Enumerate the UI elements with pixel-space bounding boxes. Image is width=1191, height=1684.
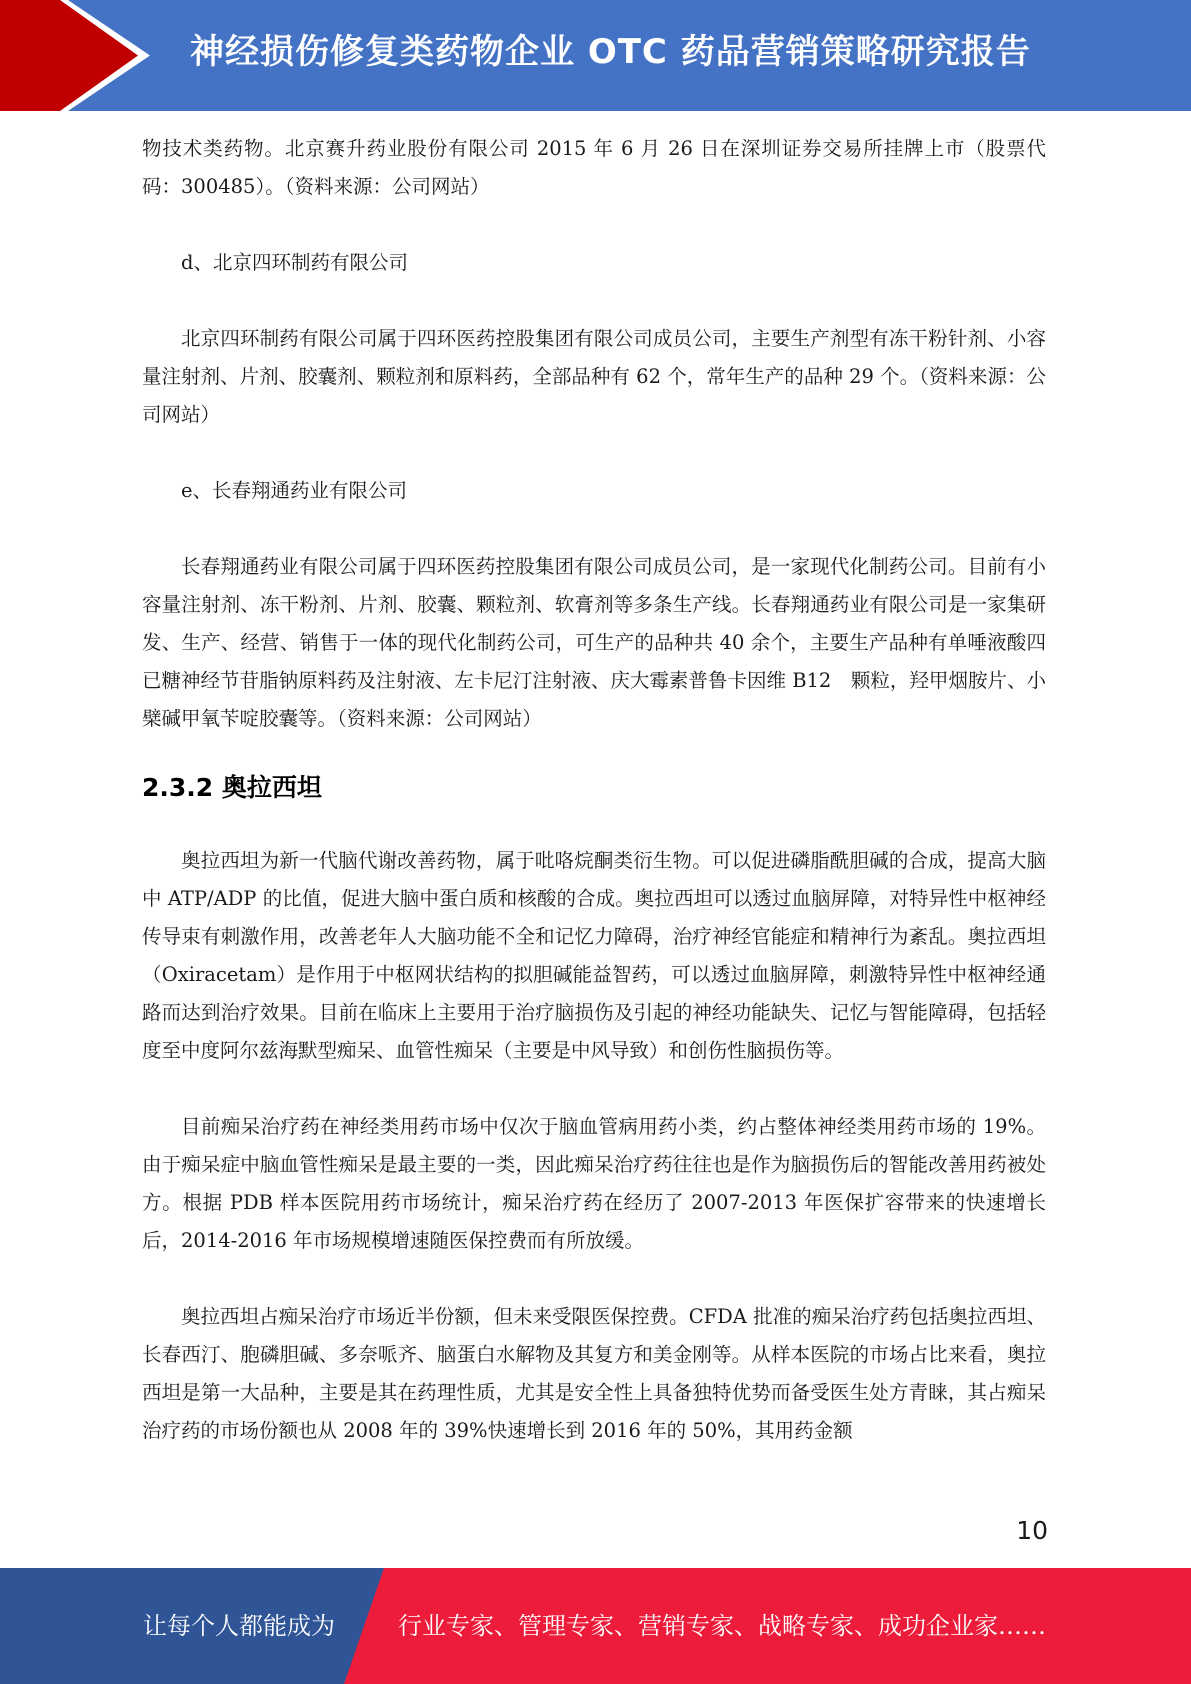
page-number: 10 (1016, 1516, 1048, 1545)
subheading-e: e、长春翔通药业有限公司 (181, 479, 408, 502)
red-chevron-icon (0, 0, 150, 111)
subheading-d: d、北京四环制药有限公司 (181, 251, 408, 274)
footer-slogan-left: 让每个人都能成为 (143, 1612, 335, 1640)
page-header (0, 0, 1191, 111)
paragraph: 奥拉西坦占痴呆治疗市场近半份额，但未来受限医保控费。CFDA 批准的痴呆治疗药包括奥拉西坦、长春西汀、胞磷胆碱、多奈哌齐、脑蛋白水解物及其复方和美金刚等。从样本医院的市场占比来看，奥拉西坦是第一大品种，主要是其在药理性质，尤其是安全性上具备独特优势而备受医生处方青睐，其占痴呆治疗药的市场份额也从 2008 年的 39%快速增长到 2016 年的 50%，其用药金额 (142, 1305, 1046, 1442)
document-body (142, 130, 1046, 1450)
footer-slogan-right: 行业专家、管理专家、营销专家、战略专家、成功企业家…… (398, 1612, 1046, 1640)
paragraph: 北京四环制药有限公司属于四环医药控股集团有限公司成员公司，主要生产剂型有冻干粉针剂、小容量注射剂、片剂、胶囊剂、颗粒剂和原料药，全部品种有 62 个，常年生产的品种 29 个。（资料来源：公司网站） (142, 327, 1046, 426)
paragraph: 长春翔通药业有限公司属于四环医药控股集团有限公司成员公司，是一家现代化制药公司。目前有小容量注射剂、冻干粉剂、片剂、胶囊、颗粒剂、软膏剂等多条生产线。长春翔通药业有限公司是一家集研发、生产、经营、销售于一体的现代化制药公司，可生产的品种共 40 余个，主要生产品种有单唾液酸四已糖神经节苷脂钠原料药及注射液、左卡尼汀注射液、庆大霉素普鲁卡因维 B12 颗粒，羟甲烟胺片、小檗碱甲氧苄啶胶囊等。（资料来源：公司网站） (142, 555, 1046, 730)
paragraph: 奥拉西坦为新一代脑代谢改善药物，属于吡咯烷酮类衍生物。可以促进磷脂酰胆碱的合成，提高大脑中 ATP/ADP 的比值，促进大脑中蛋白质和核酸的合成。奥拉西坦可以透过血脑屏障，对特异性中枢神经传导束有刺激作用，改善老年人大脑功能不全和记忆力障碍，治疗神经官能症和精神行为紊乱。奥拉西坦（Oxiracetam）是作用于中枢网状结构的拟胆碱能益智药，可以透过血脑屏障，刺激特异性中枢神经通路而达到治疗效果。目前在临床上主要用于治疗脑损伤及引起的神经功能缺失、记忆与智能障碍，包括轻度至中度阿尔兹海默型痴呆、血管性痴呆（主要是中风导致）和创伤性脑损伤等。 (142, 849, 1046, 1062)
paragraph: 目前痴呆治疗药在神经类用药市场中仅次于脑血管病用药小类，约占整体神经类用药市场的 19%。由于痴呆症中脑血管性痴呆是最主要的一类，因此痴呆治疗药往往也是作为脑损伤后的智能改善用药被处方。根据 PDB 样本医院用药市场统计，痴呆治疗药在经历了 2007-2013 年医保扩容带来的快速增长后，2014-2016 年市场规模增速随医保控费而有所放缓。 (142, 1115, 1046, 1252)
section-heading: 2.3.2 奥拉西坦 (142, 773, 322, 802)
report-title: 神经损伤修复类药物企业 OTC 药品营销策略研究报告 (190, 32, 1031, 72)
page-footer (0, 1568, 1191, 1684)
paragraph: 物技术类药物。北京赛升药业股份有限公司 2015 年 6 月 26 日在深圳证券交易所挂牌上市（股票代码：300485）。（资料来源：公司网站） (142, 137, 1046, 198)
